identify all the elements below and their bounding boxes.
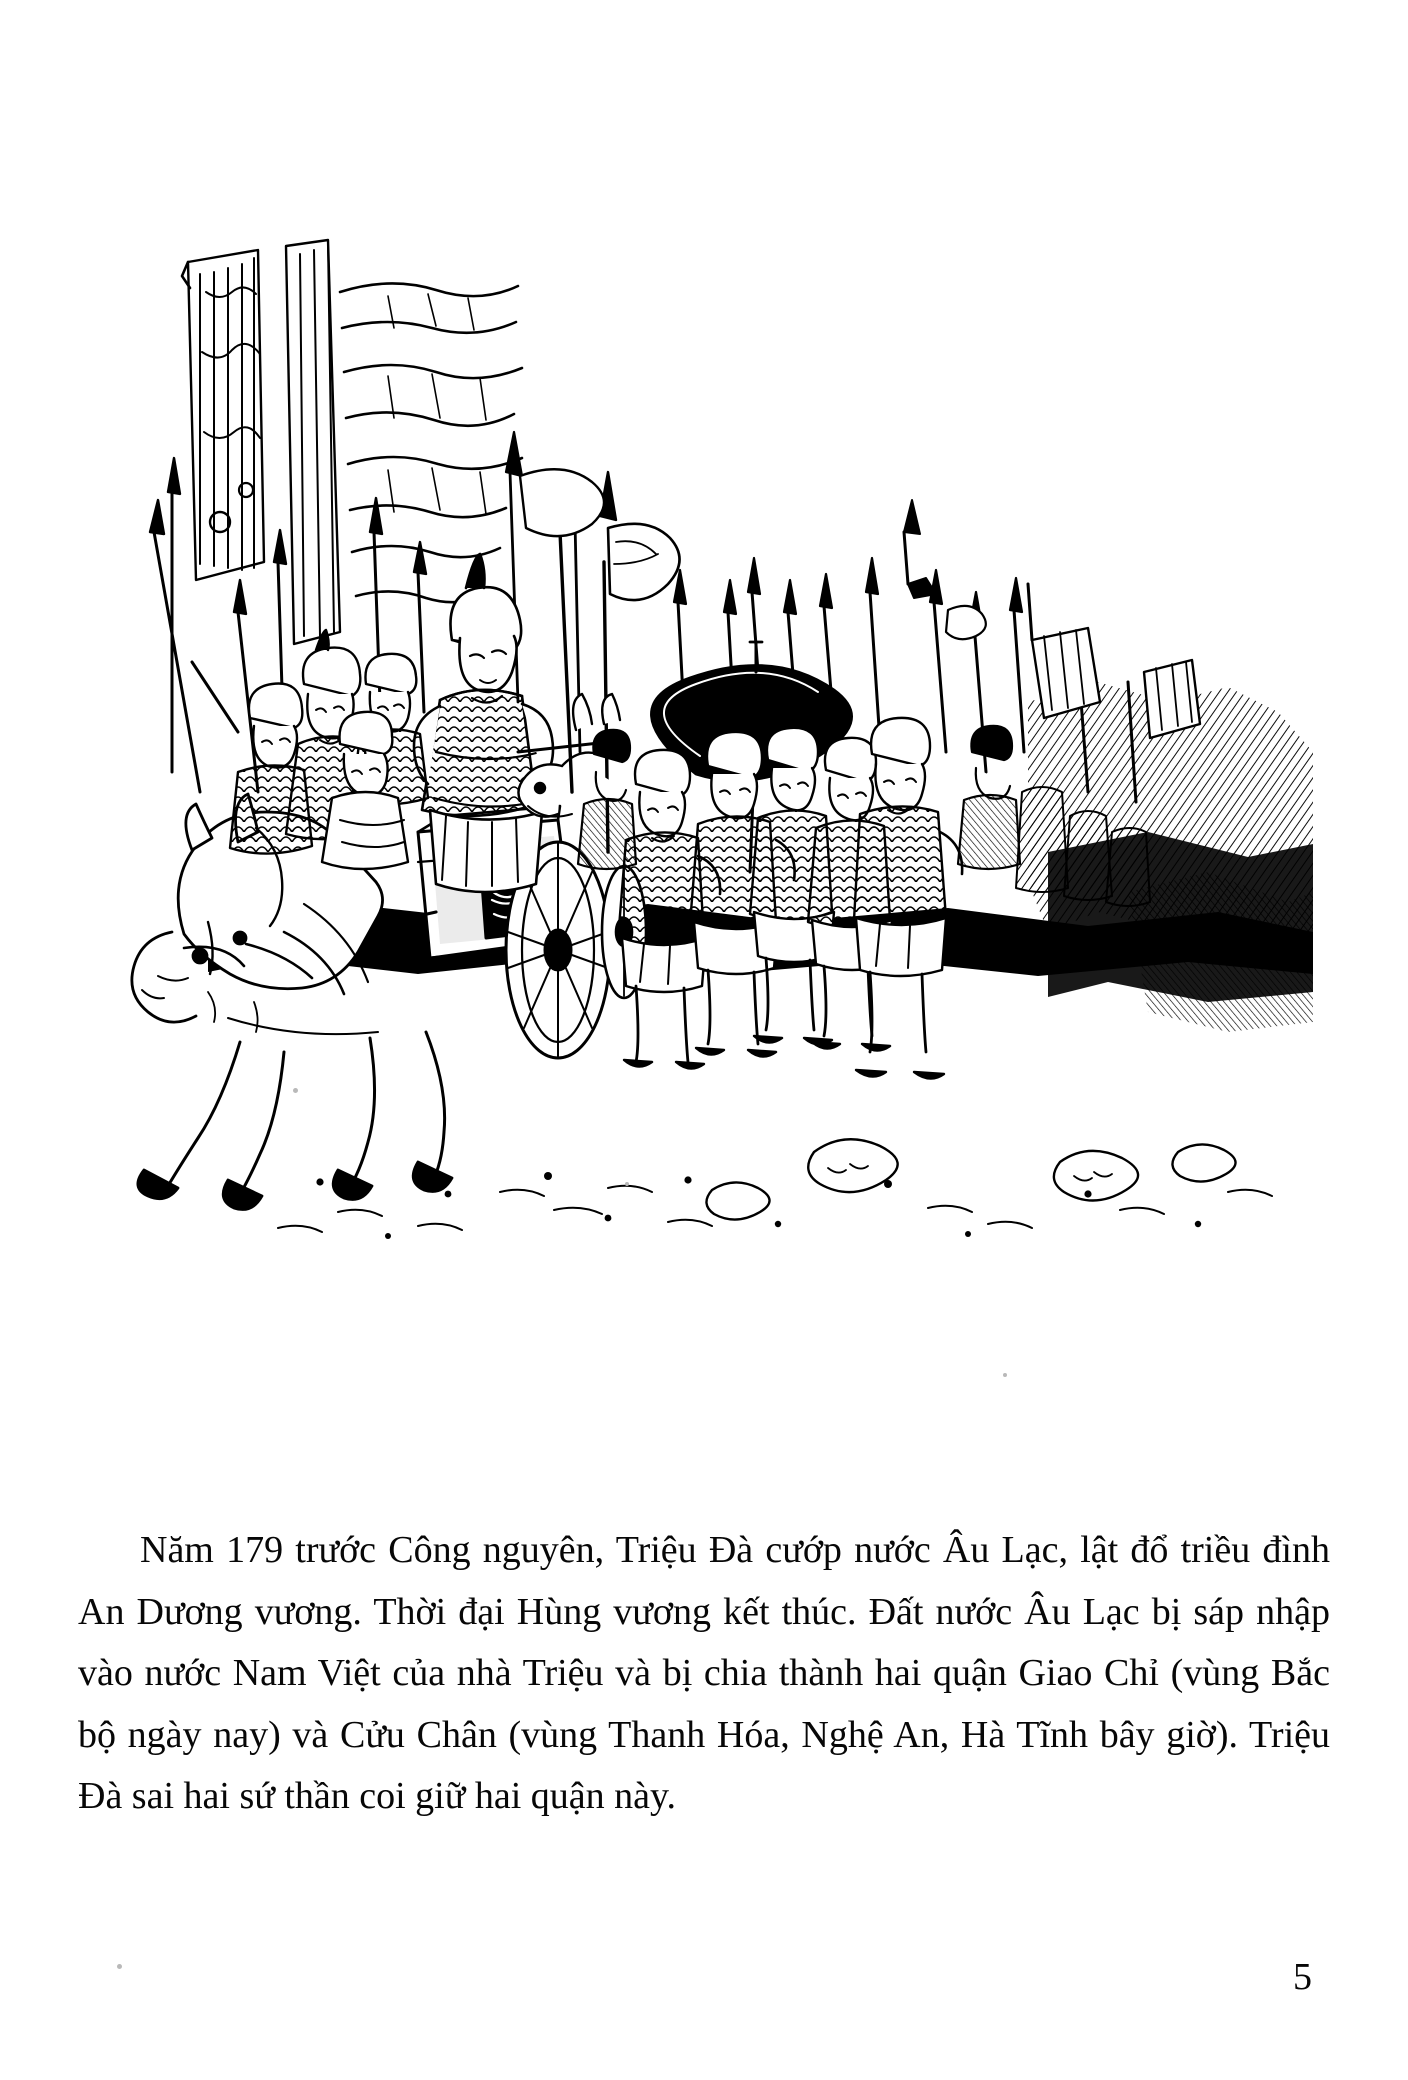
paper-speck: [1003, 1373, 1007, 1377]
body-text: [78, 1520, 1330, 1828]
paper-speck: [293, 1088, 298, 1093]
army-procession-illustration: [88, 232, 1318, 1282]
paper-speck: [625, 1182, 629, 1186]
paragraph-1: Năm 179 trước Công nguyên, Triệu Đà cướp nước Âu Lạc, lật đổ triều đình An Dương vương. Thời đại Hùng vương kết thúc. Đất nước Âu Lạc bị sáp nhập vào nước Nam Việt của nhà Triệu và bị chia thành hai quận Giao Chỉ (vùng Bắc bộ ngày nay) và Cửu Chân (vùng Thanh Hóa, Nghệ An, Hà Tĩnh bây giờ). Triệu Đà sai hai sứ thần coi giữ hai quận này.: [78, 1529, 1330, 1818]
paper-speck: [117, 1964, 122, 1969]
page-number: 5: [1293, 1956, 1312, 1998]
